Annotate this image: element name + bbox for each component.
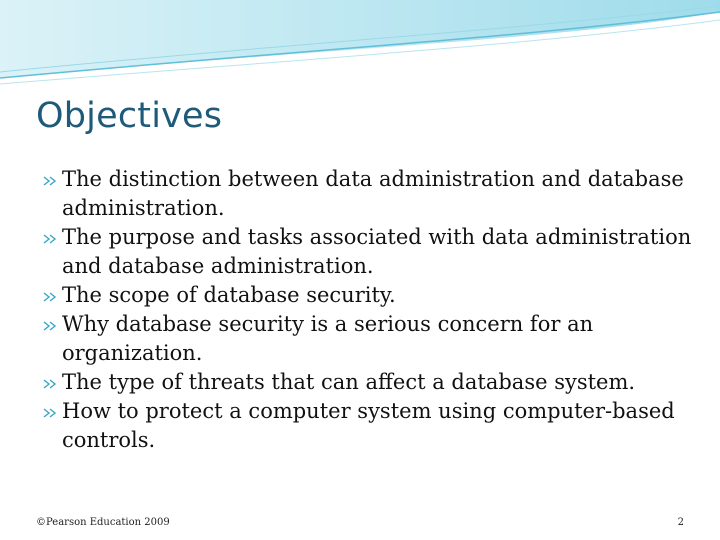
bullet-text: The type of threats that can affect a database system. (62, 370, 636, 394)
double-chevron-bullet-icon (42, 233, 60, 245)
list-item (42, 281, 692, 310)
page-number: 2 (677, 517, 684, 528)
double-chevron-bullet-icon (42, 291, 60, 303)
double-chevron-bullet-icon (42, 378, 60, 390)
list-item (42, 368, 692, 397)
bullet-text: The scope of database security. (62, 283, 396, 307)
list-item (42, 165, 692, 223)
decorative-wave-header (0, 0, 720, 90)
double-chevron-bullet-icon (42, 407, 60, 419)
list-item (42, 223, 692, 281)
bullet-text: The purpose and tasks associated with data administration and database administration. (62, 225, 692, 278)
bullet-list (42, 165, 692, 455)
bullet-text: How to protect a computer system using computer-based controls. (62, 399, 675, 452)
footer-copyright: ©Pearson Education 2009 (36, 517, 170, 528)
double-chevron-bullet-icon (42, 320, 60, 332)
bullet-text: The distinction between data administration and database administration. (62, 167, 684, 220)
double-chevron-bullet-icon (42, 175, 60, 187)
list-item (42, 397, 692, 455)
bullet-text: Why database security is a serious concern for an organization. (62, 312, 594, 365)
list-item (42, 310, 692, 368)
slide-title: Objectives (36, 96, 223, 136)
